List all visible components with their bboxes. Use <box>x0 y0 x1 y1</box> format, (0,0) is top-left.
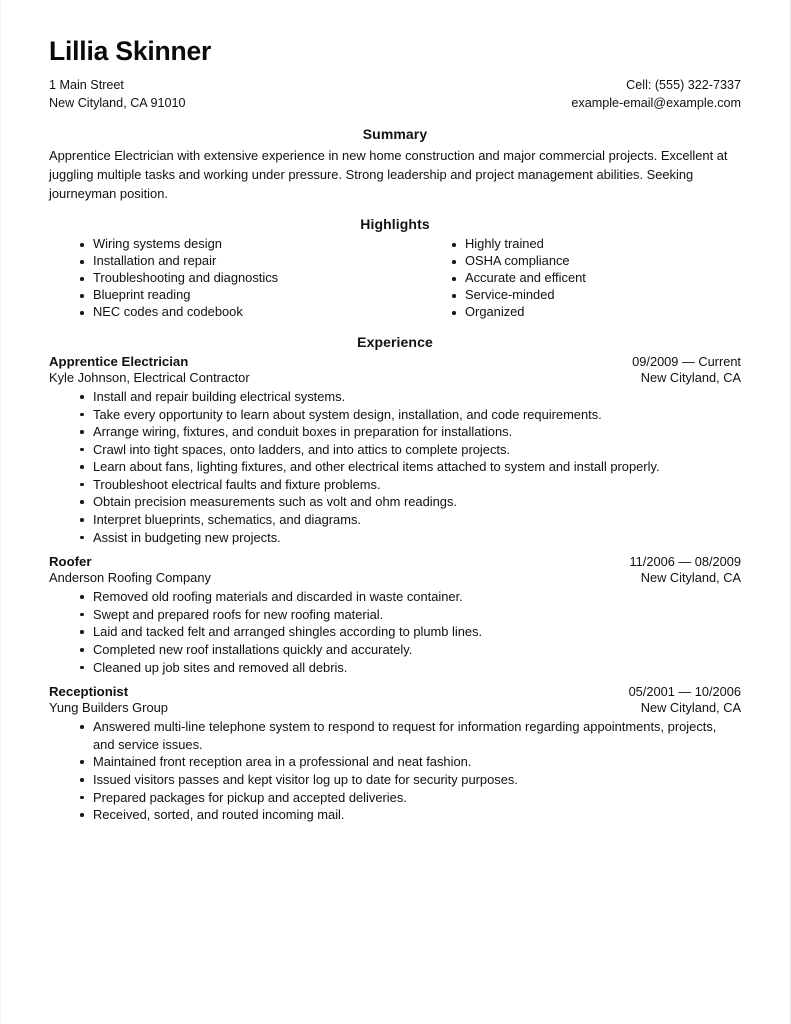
list-item: Wiring systems design <box>49 236 395 253</box>
list-item: Installation and repair <box>49 253 395 270</box>
list-item: Take every opportunity to learn about system design, installation, and code requirements. <box>49 406 741 424</box>
summary-section-heading: Summary <box>362 125 428 142</box>
list-item: Highly trained <box>421 236 741 253</box>
list-item: Received, sorted, and routed incoming mail. <box>49 806 741 824</box>
job-location: New Cityland, CA <box>640 369 741 385</box>
experience-entry-subheader <box>49 570 741 585</box>
experience-entry-header <box>49 354 741 369</box>
highlights-section-heading: Highlights <box>360 216 430 233</box>
job-responsibility-list <box>49 718 741 824</box>
list-item: Removed old roofing materials and discarded in waste container. <box>49 588 741 606</box>
list-item: Blueprint reading <box>49 287 395 304</box>
phone-number: Cell: (555) 322-7337 <box>626 77 741 92</box>
candidate-name: Lillia Skinner <box>49 36 212 66</box>
job-location: New Cityland, CA <box>640 700 741 716</box>
list-item: NEC codes and codebook <box>49 304 395 321</box>
job-company: Kyle Johnson, Electrical Contractor <box>49 369 250 385</box>
experience-entry-subheader <box>49 370 741 385</box>
job-dates: 05/2001 — 10/2006 <box>628 684 741 700</box>
job-company: Anderson Roofing Company <box>49 570 211 586</box>
job-dates: 11/2006 — 08/2009 <box>629 554 741 570</box>
highlights-right-column <box>395 236 741 321</box>
contact-header <box>49 76 741 113</box>
job-location: New Cityland, CA <box>640 570 741 586</box>
experience-entry <box>49 554 741 676</box>
list-item: OSHA compliance <box>421 253 741 270</box>
highlights-right-list <box>421 236 741 321</box>
job-company: Yung Builders Group <box>49 700 168 716</box>
list-item: Cleaned up job sites and removed all debris. <box>49 659 741 677</box>
list-item: Troubleshoot electrical faults and fixture problems. <box>49 476 741 494</box>
list-item: Assist in budgeting new projects. <box>49 529 741 547</box>
job-title: Roofer <box>49 554 92 570</box>
job-responsibility-list <box>49 388 741 546</box>
experience-entry-subheader <box>49 700 741 715</box>
experience-entry-header <box>49 684 741 699</box>
contact-methods-block <box>571 76 741 113</box>
job-title: Receptionist <box>49 684 129 700</box>
highlights-left-column <box>49 236 395 321</box>
address-block <box>49 76 186 113</box>
list-item: Issued visitors passes and kept visitor log up to date for security purposes. <box>49 771 741 789</box>
resume-content <box>49 0 741 824</box>
experience-section-heading: Experience <box>357 333 433 350</box>
list-item: Obtain precision measurements such as volt and ohm readings. <box>49 493 741 511</box>
list-item: Organized <box>421 304 741 321</box>
job-responsibility-list <box>49 588 741 676</box>
list-item: Install and repair building electrical systems. <box>49 388 741 406</box>
email-address: example-email@example.com <box>571 96 741 110</box>
job-dates: 09/2009 — Current <box>632 353 741 369</box>
summary-paragraph: Apprentice Electrician with extensive experience in new home construction and major commercial projects. Excellent at juggling multiple tasks and working under pressure. Strong leadership and project management abilities. Seeking journeyman position. <box>49 147 728 202</box>
address-line-2: New Cityland, CA 91010 <box>49 96 186 110</box>
list-item: Service-minded <box>421 287 741 304</box>
highlights-columns <box>49 236 741 321</box>
list-item: Answered multi-line telephone system to respond to request for information regarding appointments, projects, and service issues. <box>49 718 741 753</box>
list-item: Troubleshooting and diagnostics <box>49 270 395 287</box>
experience-entry-header <box>49 554 741 569</box>
list-item: Swept and prepared roofs for new roofing material. <box>49 606 741 624</box>
list-item: Completed new roof installations quickly and accurately. <box>49 641 741 659</box>
list-item: Arrange wiring, fixtures, and conduit boxes in preparation for installations. <box>49 423 741 441</box>
experience-job-list <box>49 354 741 824</box>
list-item: Prepared packages for pickup and accepted deliveries. <box>49 789 741 807</box>
list-item: Maintained front reception area in a professional and neat fashion. <box>49 753 741 771</box>
experience-entry <box>49 354 741 546</box>
list-item: Accurate and efficent <box>421 270 741 287</box>
list-item: Crawl into tight spaces, onto ladders, and into attics to complete projects. <box>49 441 741 459</box>
list-item: Laid and tacked felt and arranged shingles according to plumb lines. <box>49 623 741 641</box>
address-line-1: 1 Main Street <box>49 77 124 92</box>
highlights-left-list <box>49 236 395 321</box>
list-item: Learn about fans, lighting fixtures, and other electrical items attached to system and install properly. <box>49 458 741 476</box>
job-title: Apprentice Electrician <box>49 353 189 369</box>
list-item: Interpret blueprints, schematics, and diagrams. <box>49 511 741 529</box>
experience-entry <box>49 684 741 824</box>
